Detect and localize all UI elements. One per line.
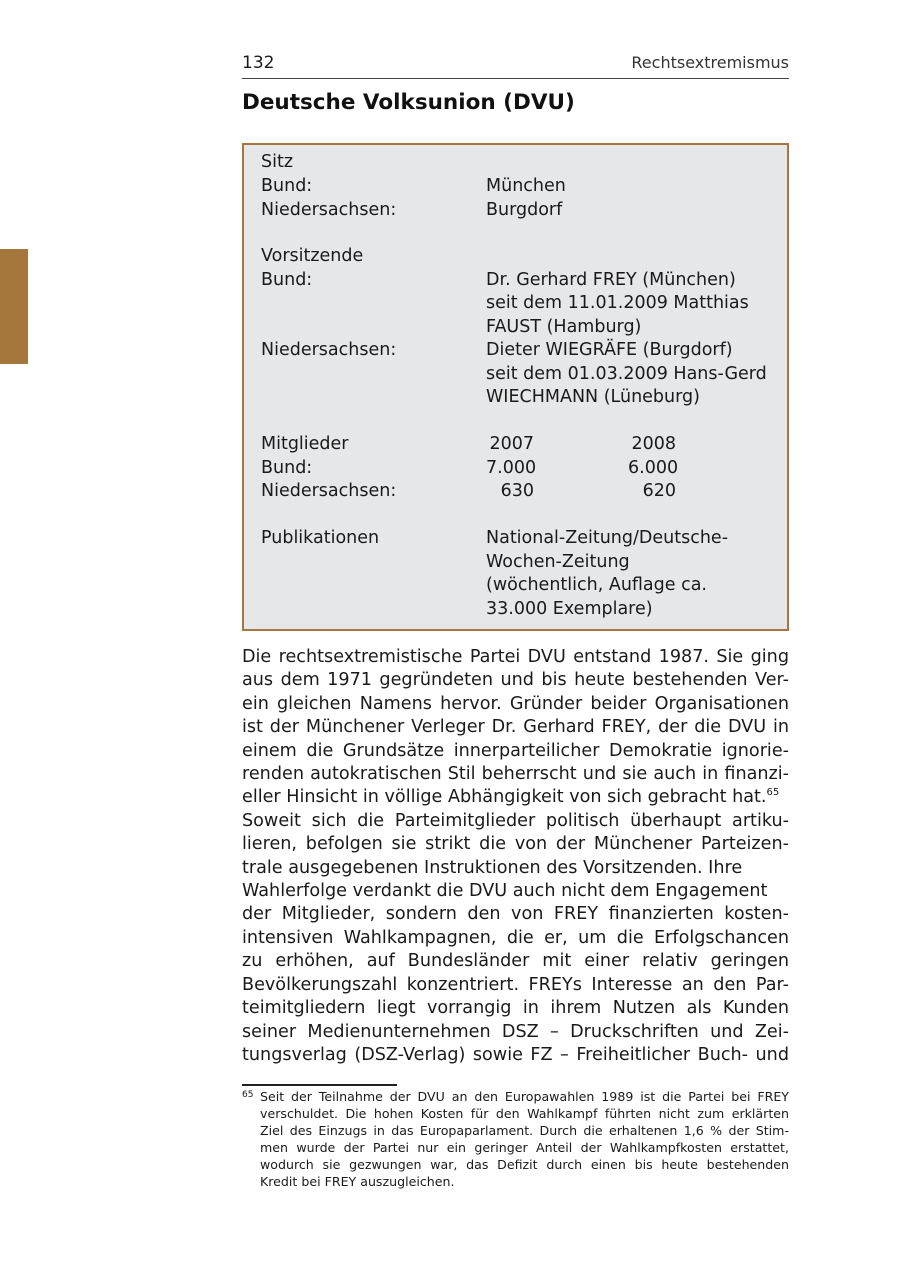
body-line: der Mitglieder, sondern den von FREY finanzierten kosten- [242,904,789,925]
body-line: teimitgliedern liegt vorrangig in ihrem Nutzen als Kunden [242,998,789,1019]
footnote-line: men wurde der Partei nur ein geringer Anteil der Wahlkampfkosten erstattet, [260,1139,789,1155]
body-line: eller Hinsicht in völlige Abhängigkeit von sich gebracht hat. [242,787,767,808]
publikationen-line: Wochen-Zeitung [486,552,630,572]
body-line: renden autokratischen Stil beherrscht und sie auch in finanzi- [242,764,789,785]
body-line: tungsverlag (DSZ-Verlag) sowie FZ – Freiheitlicher Buch- und [242,1044,789,1065]
footnote-line: Kredit bei FREY auszugleichen. [260,1173,455,1189]
sitz-nds-label: Niedersachsen: [261,200,397,220]
running-header [242,52,789,79]
vorsitzende-bund-line: FAUST (Hamburg) [486,317,642,337]
sitz-bund-value: München [486,176,566,196]
mitglieder-bund-2008: 6.000 [628,458,679,478]
footnote-line: Ziel des Einzugs in das Europaparlament. Durch die erhaltenen 1,6 % der Stim- [260,1122,789,1138]
body-line: Wahlerfolge verdankt die DVU auch nicht dem Engagement [242,881,768,902]
body-line: aus dem 1971 gegründeten und bis heute bestehenden Ver- [242,670,789,691]
running-section-title: Rechtsextremismus [631,53,789,72]
sitz-heading: Sitz [261,152,294,172]
fact-box [242,143,789,631]
footnote-line: wodurch sie gezwungen war, das Defizit durch einen bis heute bestehenden [260,1156,789,1172]
publikationen-line: (wöchentlich, Auflage ca. [486,575,707,595]
footnote-line: Seit der Teilnahme der DVU an den Europawahlen 1989 ist die Partei bei FREY [260,1089,789,1104]
body-line: Soweit sich die Parteimitglieder politisch überhaupt artiku- [242,810,789,831]
page-number: 132 [242,53,275,73]
mitglieder-year-2008: 2008 [631,434,676,454]
mitglieder-nds-label: Niedersachsen: [261,481,397,501]
mitglieder-heading: Mitglieder [261,434,349,454]
mitglieder-bund-2007: 7.000 [486,458,537,478]
vorsitzende-bund-line: Dr. Gerhard FREY (München) [486,270,736,290]
chapter-thumb-tab [0,249,28,364]
body-line: intensiven Wahlkampagnen, die er, um die Erfolgschancen [242,927,789,948]
body-line: seiner Medienunternehmen DSZ – Druckschriften und Zei- [242,1021,789,1042]
body-line: Bevölkerungszahl konzentriert. FREYs Interesse an den Par- [242,974,789,995]
footnote-number: 65 [242,1090,254,1100]
sitz-bund-label: Bund: [261,176,313,196]
footnote-text [260,1089,789,1190]
vorsitzende-bund-label: Bund: [261,270,313,290]
mitglieder-nds-2008: 620 [642,481,676,501]
body-line: Die rechtsextremistische Partei DVU entstand 1987. Sie ging [242,647,789,667]
mitglieder-nds-2007: 630 [500,481,534,501]
vorsitzende-nds-label: Niedersachsen: [261,340,397,360]
body-line: ist der Münchener Verleger Dr. Gerhard FREY, der die DVU in [242,717,789,738]
chapter-title: Deutsche Volksunion (DVU) [242,90,575,115]
vorsitzende-nds-line: seit dem 01.03.2009 Hans-Gerd [486,364,767,384]
footnote-line: verschuldet. Die hohen Kosten für den Wahlkampf führten nicht zum erklärten [260,1105,789,1121]
body-line: lieren, befolgen sie strikt die von der Münchener Parteizen- [242,834,789,855]
vorsitzende-heading: Vorsitzende [261,246,364,266]
vorsitzende-nds-line: WIECHMANN (Lüneburg) [486,387,700,407]
publikationen-line: National-Zeitung/Deutsche- [486,528,729,548]
vorsitzende-nds-line: Dieter WIEGRÄFE (Burgdorf) [486,340,733,360]
publikationen-line: 33.000 Exemplare) [486,599,653,619]
body-line: trale ausgegebenen Instruktionen des Vorsitzenden. Ihre [242,857,743,878]
body-line-with-footnote [242,786,789,809]
footnote-divider [242,1084,397,1086]
mitglieder-year-2007: 2007 [489,434,534,454]
footnote-reference: 65 [766,787,780,799]
body-line: ein gleichen Namens hervor. Gründer beider Organisationen [242,693,789,714]
body-line: zu erhöhen, auf Bundesländer mit einer relativ geringen [242,951,789,972]
vorsitzende-bund-line: seit dem 11.01.2009 Matthias [486,293,749,313]
sitz-nds-value: Burgdorf [486,200,563,220]
publikationen-heading: Publikationen [261,528,380,548]
body-paragraph [242,646,789,1067]
body-line: einem die Grundsätze innerparteilicher Demokratie ignorie- [242,740,789,761]
mitglieder-bund-label: Bund: [261,458,313,478]
